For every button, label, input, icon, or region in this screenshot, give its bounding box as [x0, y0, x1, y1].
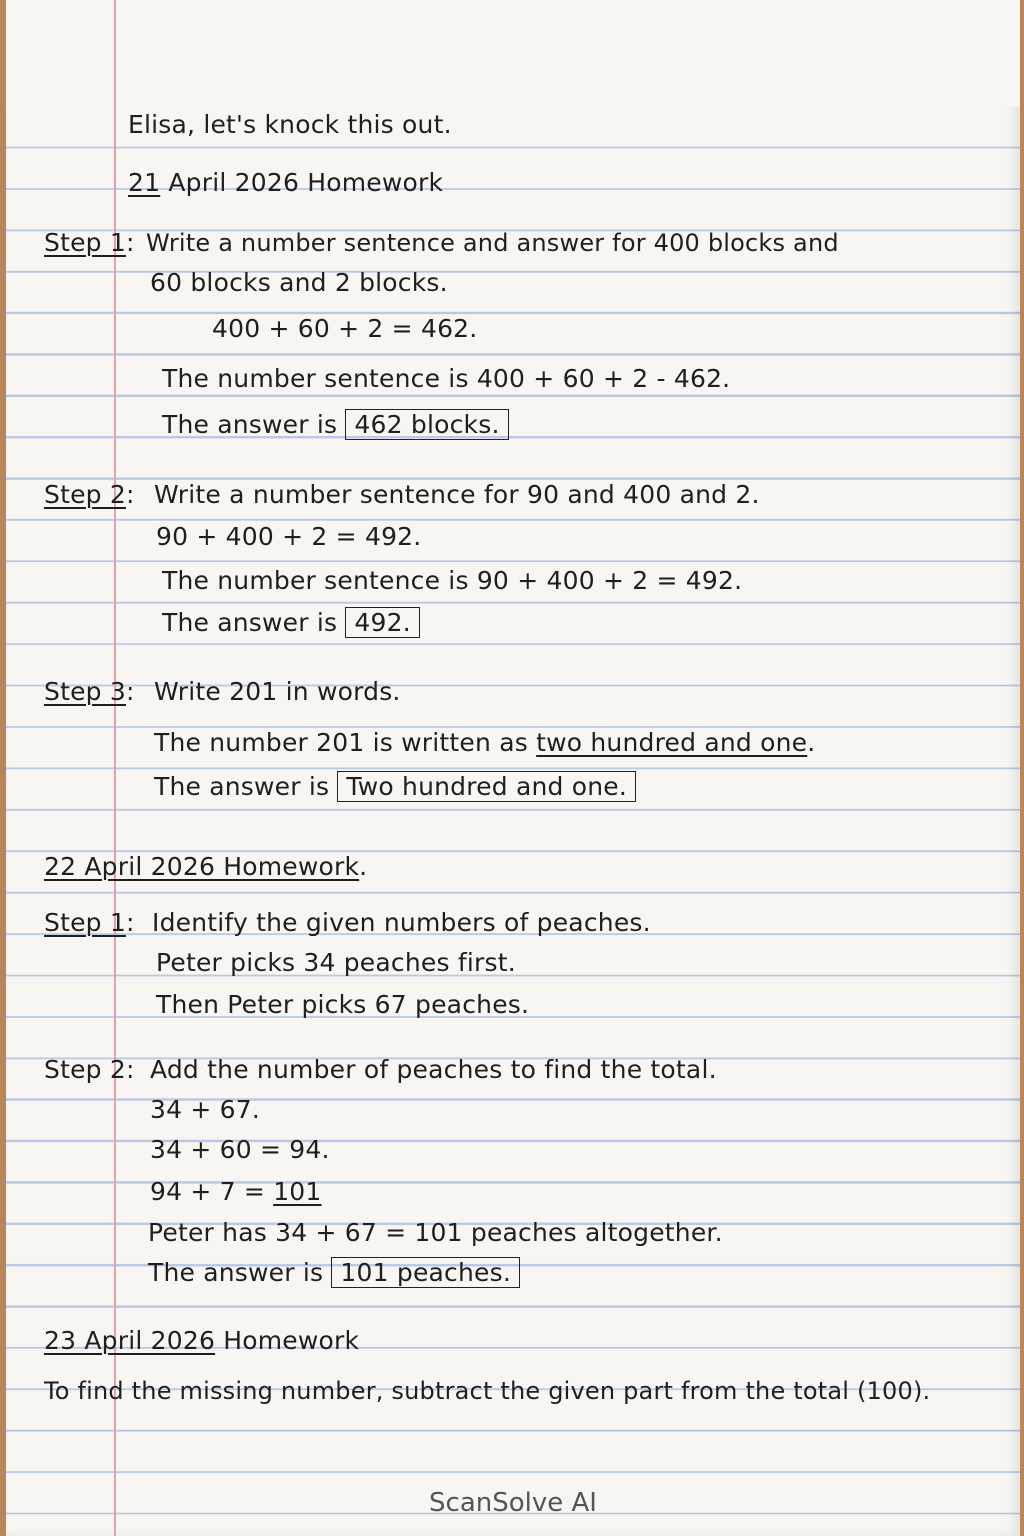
hw1-step1-line1: Write a number sentence and answer for 400 blocks and	[146, 229, 839, 257]
hw2-step2-line1: Add the number of peaches to find the total.	[150, 1055, 717, 1084]
hw1-title	[128, 168, 443, 198]
hw1-step3-sentence: The number 201 is written as two hundred and one.	[154, 728, 816, 757]
hw2-step1-line3: Then Peter picks 67 peaches.	[156, 990, 530, 1019]
hw1-step3-answer-box: Two hundred and one.	[337, 771, 636, 802]
hw1-step1-answer-box: 462 blocks.	[345, 409, 508, 440]
hw1-step2-line1: Write a number sentence for 90 and 400 and 2.	[154, 480, 760, 509]
hw2-step2-answer-box: 101 peaches.	[331, 1257, 520, 1288]
brand-footer: ScanSolve AI	[429, 1488, 597, 1518]
hw1-step2-sentence: The number sentence is 90 + 400 + 2 = 492.	[162, 566, 743, 595]
hw1-step3-label: Step 3:	[44, 677, 135, 706]
hw1-step2-answer-line: The answer is 492.	[162, 608, 420, 638]
hw2-step2-answer-line: The answer is 101 peaches.	[148, 1258, 520, 1288]
hw1-step1-answer-line: The answer is 462 blocks.	[162, 410, 509, 440]
hw1-step2-equation: 90 + 400 + 2 = 492.	[156, 522, 422, 551]
hw1-date: 21	[128, 168, 161, 197]
hw1-title-rest: April 2026 Homework	[160, 168, 444, 197]
hw2-step2-label: Step 2:	[44, 1055, 135, 1084]
notebook-page	[6, 0, 1020, 1536]
hw2-step1-label: Step 1:	[44, 908, 135, 937]
hw2-step2-line5: Peter has 34 + 67 = 101 peaches altogether.	[148, 1218, 723, 1247]
hw2-step2-line3: 34 + 60 = 94.	[150, 1135, 330, 1164]
hw1-step3-answer-line: The answer is Two hundred and one.	[154, 772, 636, 802]
greeting: Elisa, let's knock this out.	[128, 110, 452, 139]
hw2-step1-line2: Peter picks 34 peaches first.	[156, 948, 516, 977]
hw1-step3-line1: Write 201 in words.	[154, 677, 401, 706]
hw2-step2-line4: 94 + 7 = 101	[150, 1177, 322, 1206]
hw1-step1-label: Step 1:	[44, 228, 135, 257]
hw3-title: 23 April 2026 Homework	[44, 1326, 360, 1355]
hw1-step1-sentence: The number sentence is 400 + 60 + 2 - 462.	[162, 364, 731, 393]
hw1-step1-equation: 400 + 60 + 2 = 462.	[212, 314, 478, 343]
hw1-step1-line2: 60 blocks and 2 blocks.	[150, 268, 448, 297]
hw1-step2-answer-box: 492.	[345, 607, 419, 638]
hw2-step2-line2: 34 + 67.	[150, 1095, 261, 1124]
hw3-line1: To find the missing number, subtract the given part from the total (100).	[44, 1377, 931, 1405]
hw1-step2-label: Step 2:	[44, 480, 135, 509]
hw2-step1-line1: Identify the given numbers of peaches.	[152, 908, 651, 937]
hw2-title: 22 April 2026 Homework.	[44, 852, 368, 881]
